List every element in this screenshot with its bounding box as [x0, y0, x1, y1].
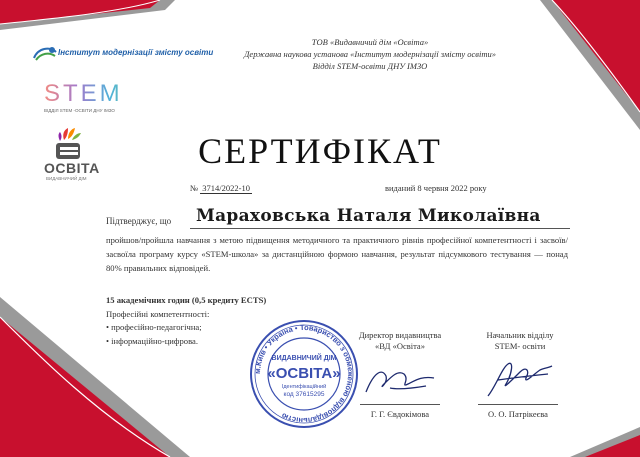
competency-item: • професійно-педагогічна; [106, 322, 202, 332]
recipient-name: Мараховська Наталя Миколаївна [196, 206, 541, 226]
osvita-logo-text: ОСВІТА [44, 160, 100, 176]
signer-1-title [340, 330, 460, 352]
signer-1-position: Директор видавництва [358, 330, 442, 340]
signature-1 [360, 362, 440, 402]
certificate-body: пройшов/пройшла навчання з метою підвищення методичного та практичного рівнів професійної компетентності і засвоїв/засвоїла програму курсу «STEM-школа» за дистанційною формою навчання, результат підсумкового тестування — понад 80% правильних відповідей. [106, 235, 568, 273]
stamp-code-label: Ідентифікаційний [281, 384, 327, 390]
competency-item: • інформаційно-цифрова. [106, 335, 198, 346]
stamp-code: код 37615295 [283, 391, 325, 398]
header-line-3: Відділ STEM-освіти ДНУ ІМЗО [312, 61, 428, 71]
imzo-logo-text: Інститут модернізації змісту освіти [58, 48, 214, 57]
signer-2-title [470, 330, 570, 352]
certificate-number-row [190, 183, 252, 194]
corner-ribbon-bottom-right [550, 417, 640, 457]
globe-icon [32, 44, 58, 62]
signature-2 [478, 356, 558, 402]
stamp-outer-text: м.Київ • Україна • Товариство з обмеженою відповідальністю [252, 322, 356, 426]
stamp-inner-main: «ОСВІТА» [267, 365, 341, 382]
academic-hours: 15 академічних годин (0,5 кредиту ECTS) [106, 295, 267, 305]
stem-logo-text: STEM [44, 82, 144, 106]
header-line-2: Державна наукова установа «Інститут модернізації змісту освіти» [244, 49, 496, 59]
header-line-1: ТОВ «Видавничий дім «Освіта» [311, 37, 429, 47]
signer-2-line [478, 404, 558, 405]
signer-2-position: Начальник відділу [486, 330, 554, 340]
confirm-label: Підтверджує, що [106, 216, 172, 226]
signer-2-name: О. О. Патрікеєва [488, 409, 548, 419]
signer-1-line [360, 404, 440, 405]
signer-1-org: «ВД «Освіта» [375, 341, 425, 351]
osvita-logo-subtitle: ВИДАВНИЧИЙ ДІМ [46, 176, 87, 181]
imzo-logo [32, 44, 214, 64]
certificate-number: 3714/2022-10 [202, 183, 250, 193]
signer-1-name: Г. Г. Євдокімова [370, 409, 430, 419]
competencies-label: Професійні компетентності: [106, 308, 210, 319]
stem-logo [44, 82, 144, 118]
corner-ribbon-bottom-left [0, 257, 190, 457]
certificate-title: СЕРТИФІКАТ [198, 131, 442, 171]
signer-2-org: STEM- освіти [494, 341, 546, 351]
stem-logo-subtitle: ВІДДІЛ STEM -ОСВІТИ ДНУ ІМЗО [44, 108, 115, 113]
certificate-header [180, 36, 560, 72]
name-underline [190, 228, 570, 229]
stamp-inner-top: ВИДАВНИЧИЙ ДІМ [271, 355, 337, 362]
number-prefix: № [190, 183, 199, 193]
competencies-block [106, 294, 266, 348]
issue-date: виданий 8 червня 2022 року [385, 183, 487, 193]
